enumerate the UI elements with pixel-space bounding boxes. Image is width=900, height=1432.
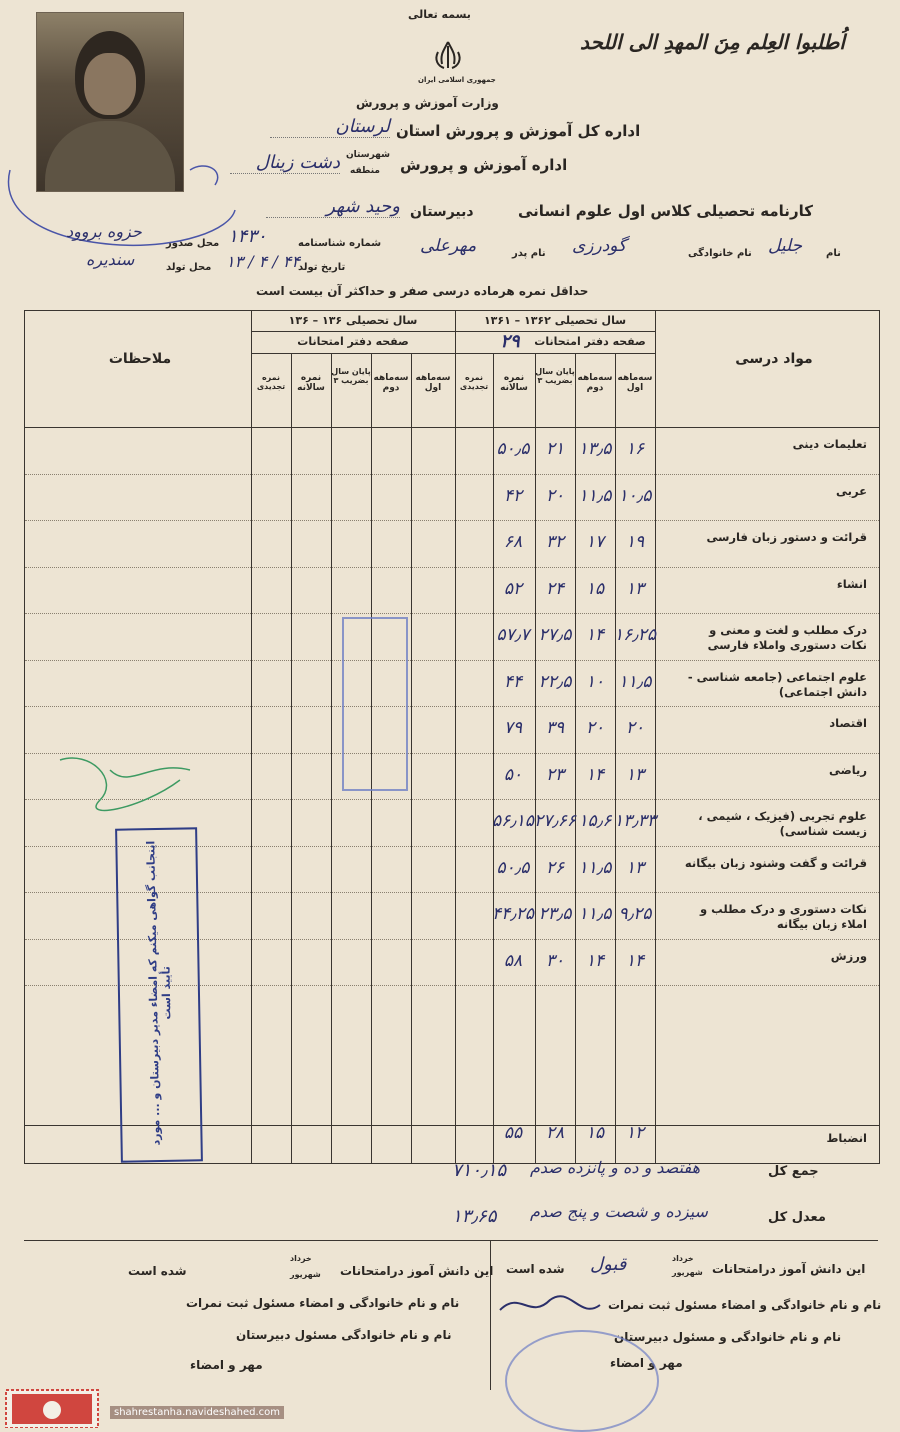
- left-line1-suffix: شده است: [128, 1264, 187, 1278]
- left-line3: نام و نام خانوادگی مسئول دبیرستان: [236, 1328, 452, 1342]
- right-month-bottom: شهریور: [672, 1268, 703, 1277]
- discipline-annual: ۵۵: [503, 1123, 523, 1143]
- grade-t1: ۱۴: [625, 950, 645, 971]
- right-month-top: خرداد: [672, 1254, 694, 1263]
- col-term1-y2: سه‌ماهه اول: [415, 373, 451, 393]
- grade-final: ۲۶: [545, 857, 565, 878]
- row-divider: [25, 613, 879, 614]
- grade-range-note: حداقل نمره هرماده درسی صفر و حداکثر آن بیست است: [256, 284, 589, 298]
- total-label: جمع کل: [768, 1164, 819, 1179]
- right-result-value: قبول: [590, 1254, 627, 1275]
- grade-t1: ۱۳٫۳۳: [613, 811, 657, 831]
- left-month-top: خرداد: [290, 1254, 312, 1263]
- name-value: جلیل: [768, 236, 803, 256]
- grade-final: ۲۷٫۵: [538, 625, 572, 645]
- grade-annual: ۵۸: [503, 950, 523, 971]
- subject-name: اقتصاد: [829, 716, 867, 730]
- grade-t2: ۱۵: [585, 578, 605, 599]
- grade-t2: ۱۱٫۵: [578, 857, 612, 878]
- average-value: ۱۳٫۶۵: [452, 1206, 497, 1227]
- grade-final: ۲۷٫۶۶: [533, 811, 577, 831]
- grade-final: ۲۲٫۵: [538, 671, 572, 692]
- grade-annual: ۶۸: [503, 532, 523, 552]
- grade-t1: ۱۳: [625, 857, 645, 878]
- id-value: ۱۴۳۰: [228, 226, 267, 247]
- remarks-header: ملاحظات: [108, 351, 172, 367]
- col-annual-y2: نمره سالانه: [297, 373, 325, 393]
- discipline-t1: ۱۲: [625, 1123, 645, 1143]
- grade-final: ۳۹: [545, 718, 565, 738]
- grade-final: ۳۰: [545, 950, 565, 971]
- grade-t1: ۹٫۲۵: [618, 904, 652, 924]
- province-value: لرستان: [270, 116, 390, 138]
- grade-final: ۲۰: [545, 485, 565, 506]
- footer-rule: [24, 1240, 878, 1241]
- subject-name: ورزش: [830, 948, 867, 963]
- col-term1: سه‌ماهه اول: [617, 373, 653, 393]
- discipline-t2: ۱۵: [585, 1123, 605, 1143]
- left-line2: نام و نام خانوادگی و امضاء مسئول ثبت نمرات: [186, 1296, 460, 1310]
- grade-annual: ۵۰٫۵: [496, 439, 530, 459]
- left-seal: مهر و امضاء: [190, 1358, 263, 1372]
- hadith: اُطلبوا العِلم مِنَ المهدِ الی اللحد: [580, 30, 845, 54]
- grade-t1: ۱۱٫۵: [618, 671, 652, 692]
- grade-final: ۲۳٫۵: [538, 904, 572, 924]
- grade-annual: ۴۲: [503, 485, 523, 506]
- average-words: سیزده و شصت و پنج صدم: [530, 1202, 708, 1221]
- green-signature: [50, 740, 200, 830]
- subject-name: درک مطلب و لغت و معنی و نکات دستوری واملاء فارسی: [707, 623, 867, 652]
- discipline-label: انضباط: [826, 1131, 867, 1145]
- father-label: نام پدر: [512, 248, 546, 259]
- blue-rectangle-stamp: [342, 617, 408, 791]
- city-label-top: شهرستان: [346, 150, 390, 160]
- school-value: وحید شهر: [266, 196, 400, 218]
- grade-t2: ۲۰: [585, 718, 605, 738]
- family-label: نام خانوادگی: [688, 248, 752, 259]
- col-term2-y2: سه‌ماهه دوم: [373, 373, 409, 393]
- subject-name: قرائت و گفت وشنود زبان بیگانه: [684, 855, 867, 870]
- discipline-final: ۲۸: [545, 1123, 565, 1143]
- grade-annual: ۷۹: [503, 718, 523, 738]
- report-title: کارنامه تحصیلی کلاس اول علوم انسانی: [518, 202, 813, 220]
- right-line2: نام و نام خانوادگی و امضاء مسئول ثبت نمرات: [608, 1298, 882, 1312]
- col-term2: سه‌ماهه دوم: [577, 373, 613, 393]
- provincial-office-label: اداره کل آموزش و پرورش استان: [396, 122, 641, 140]
- year1-page-value: ۲۹: [500, 331, 520, 352]
- grade-t1: ۱۳: [625, 764, 645, 785]
- grade-t2: ۱۰: [585, 671, 605, 692]
- ministry: وزارت آموزش و پرورش: [356, 96, 499, 110]
- subjects-header: مواد درسی: [735, 351, 813, 367]
- col-makeup: نمره تجدیدی: [459, 373, 489, 391]
- grade-annual: ۴۴: [503, 671, 523, 692]
- right-line1-suffix: شده است: [506, 1262, 565, 1276]
- grade-t1: ۱۳: [625, 578, 645, 599]
- grade-t2: ۱۴: [585, 625, 605, 645]
- grade-annual: ۵۶٫۱۵: [491, 811, 535, 831]
- grade-annual: ۴۴٫۲۵: [491, 904, 535, 924]
- subject-name: ریاضی: [828, 762, 867, 777]
- right-line3: نام و نام خانوادگی و مسئول دبیرستان: [614, 1330, 842, 1344]
- city-value: دشت زینال: [230, 152, 340, 174]
- year2-label: سال تحصیلی ۱۳۶ – ۱۳۶: [288, 314, 418, 327]
- grade-final: ۲۳: [545, 764, 565, 785]
- grade-t1: ۲۰: [625, 718, 645, 738]
- grade-annual: ۵۲: [503, 578, 523, 599]
- right-line1-prefix: این دانش آموز درامتحانات: [712, 1262, 866, 1276]
- school-label: دبیرستان: [410, 204, 474, 220]
- bismillah: بسمه تعالی: [408, 8, 471, 21]
- grade-t2: ۱۴: [585, 764, 605, 785]
- birth-date-value: ۴۴ / ۴ / ۱۳: [226, 252, 301, 271]
- year1-label: سال تحصیلی ۱۳۶۲ – ۱۳۶۱: [483, 314, 627, 327]
- col-final-y2: پایان سال بضریب ۳: [331, 367, 371, 385]
- subject-name: علوم اجتماعی (جامعه شناسی - دانش اجتماعی): [687, 669, 867, 699]
- subject-name: تعلیمات دینی: [792, 437, 867, 451]
- city-label-bottom: منطقه: [350, 166, 380, 176]
- grade-final: ۳۲: [545, 532, 565, 552]
- grade-t1: ۱۶: [625, 439, 645, 459]
- grade-t2: ۱۱٫۵: [578, 485, 612, 506]
- emblem-caption: جمهوری اسلامی ایران: [418, 76, 496, 84]
- birth-place-value: سندیره: [86, 250, 135, 269]
- birth-date-label: تاریخ تولد: [298, 262, 346, 273]
- id-label: شماره شناسنامه: [298, 238, 382, 249]
- left-month-bottom: شهریور: [290, 1270, 321, 1279]
- grade-t2: ۱۱٫۵: [578, 904, 612, 924]
- grade-annual: ۵۷٫۷: [496, 625, 530, 645]
- row-divider: [25, 706, 879, 707]
- total-value: ۷۱۰٫۱۵: [452, 1160, 507, 1181]
- average-label: معدل کل: [768, 1210, 826, 1225]
- row-divider: [25, 567, 879, 568]
- birth-place-label: محل تولد: [166, 262, 212, 273]
- pen-scribble: [0, 130, 240, 270]
- name-label: نام: [826, 248, 841, 259]
- round-school-stamp: [505, 1330, 659, 1432]
- right-seal: مهر و امضاء: [610, 1356, 683, 1370]
- year2-page-label: صفحه دفتر امتحانات: [297, 335, 409, 348]
- row-divider: [25, 520, 879, 521]
- grade-final: ۲۴: [545, 578, 565, 599]
- revenue-stamp-icon: [4, 1388, 100, 1428]
- row-divider: [25, 474, 879, 475]
- grade-t1: ۱۹: [625, 532, 645, 552]
- left-line1-prefix: این دانش آموز درامتحانات: [340, 1264, 494, 1278]
- grade-t2: ۱۵٫۶: [578, 811, 612, 831]
- emblem-icon: [430, 40, 466, 72]
- grade-annual: ۵۰٫۵: [496, 857, 530, 878]
- grade-t2: ۱۴: [585, 950, 605, 971]
- grade-t1: ۱۶٫۲۵: [613, 625, 657, 645]
- grade-t1: ۱۰٫۵: [618, 485, 652, 506]
- local-office-label: اداره آموزش و پرورش: [400, 156, 568, 174]
- col-final: پایان سال بضریب ۳: [535, 367, 575, 385]
- certification-stamp-text: اینجانب گواهی میکنم که امضاء مدیر دبیرستان و ... مورد تأیید است: [144, 840, 174, 1146]
- year1-page-label: صفحه دفتر امتحانات: [534, 335, 646, 348]
- subject-name: قرائت و دستور زبان فارسی: [706, 530, 867, 544]
- subject-name: نکات دستوری و درک مطلب و املاء زبان بیگانه: [700, 902, 867, 931]
- col-makeup-y2: نمره تجدیدی: [256, 373, 286, 391]
- col-annual: نمره سالانه: [500, 373, 528, 393]
- subject-name: علوم تجربی (فیزیک ، شیمی ، زیست شناسی): [698, 809, 867, 838]
- grade-t2: ۱۷: [585, 532, 605, 552]
- grade-annual: ۵۰: [503, 764, 523, 785]
- subject-name: عربی: [836, 483, 867, 498]
- issue-value: حزوه بروود: [66, 222, 142, 241]
- site-watermark: shahrestanha.navideshahed.com: [110, 1406, 284, 1419]
- grade-final: ۲۱: [545, 439, 565, 459]
- grade-t2: ۱۳٫۵: [578, 439, 612, 459]
- total-words: هفتصد و ده و پانزده صدم: [530, 1158, 701, 1177]
- certification-stamp: [115, 827, 203, 1162]
- father-value: مهرعلی: [420, 236, 477, 256]
- family-value: گودرزی: [572, 236, 627, 256]
- row-divider: [25, 660, 879, 661]
- subject-name: انشاء: [836, 576, 867, 591]
- issue-label: محل صدور: [166, 238, 220, 249]
